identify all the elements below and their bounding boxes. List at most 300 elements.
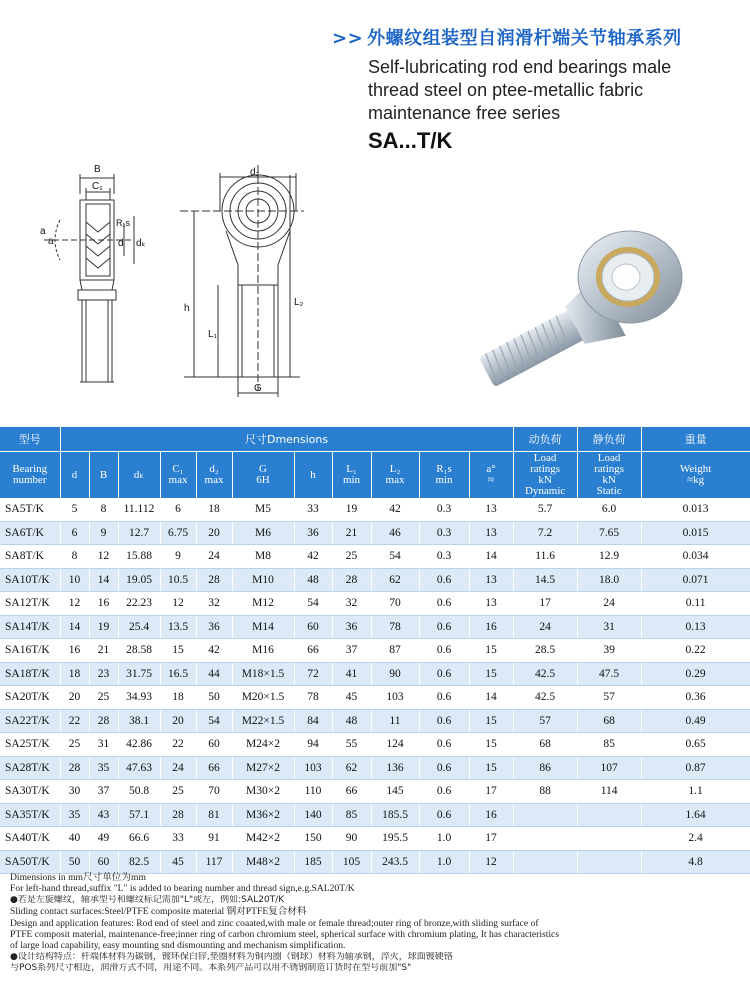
table-cell: 0.015 xyxy=(641,521,750,545)
table-cell: 110 xyxy=(294,780,332,804)
table-cell: 14 xyxy=(89,568,118,592)
table-cell: 32 xyxy=(196,592,232,616)
table-cell: M36×2 xyxy=(232,803,294,827)
table-cell: 6 xyxy=(160,498,196,521)
table-cell: 37 xyxy=(332,639,371,663)
table-cell: 15 xyxy=(469,733,513,757)
table-cell: SA28T/K xyxy=(0,756,60,780)
table-cell: 6.75 xyxy=(160,521,196,545)
table-cell: 0.29 xyxy=(641,662,750,686)
table-cell: 136 xyxy=(371,756,419,780)
table-cell: 16 xyxy=(469,615,513,639)
note-line: ●若是左旋螺纹，轴承型号和螺纹标记需加"L"或左，例如:SAL20T/K xyxy=(10,894,285,905)
header-dimensions: 尺寸Dmensions xyxy=(60,427,513,452)
column-header-line: min xyxy=(342,474,361,486)
table-cell: 66 xyxy=(294,639,332,663)
table-cell: 55 xyxy=(332,733,371,757)
table-cell: 36 xyxy=(294,521,332,545)
table-row xyxy=(0,803,750,827)
table-cell: 5.7 xyxy=(513,498,577,521)
column-header-line: B xyxy=(99,468,108,481)
front-view-drawing xyxy=(180,165,340,405)
column-header-line: Static xyxy=(596,485,622,497)
table-cell: SA14T/K xyxy=(0,615,60,639)
table-cell: 47.5 xyxy=(577,662,641,686)
table-cell: 45 xyxy=(160,850,196,874)
table-cell: 85 xyxy=(577,733,641,757)
table-cell: 16.5 xyxy=(160,662,196,686)
table-cell: 18 xyxy=(196,498,232,521)
table-cell: M20×1.5 xyxy=(232,686,294,710)
table-cell: 195.5 xyxy=(371,827,419,851)
table-cell: 0.6 xyxy=(419,756,469,780)
table-cell: 17 xyxy=(513,592,577,616)
table-cell: 60 xyxy=(196,733,232,757)
table-cell: 31 xyxy=(577,615,641,639)
table-cell: 66 xyxy=(196,756,232,780)
table-row xyxy=(0,592,750,616)
table-cell: 22 xyxy=(160,733,196,757)
header-dynamic-cn: 动负荷 xyxy=(513,427,577,452)
table-cell: M42×2 xyxy=(232,827,294,851)
column-header xyxy=(419,452,469,499)
table-cell: 11 xyxy=(371,709,419,733)
table-cell: M16 xyxy=(232,639,294,663)
table-cell: 16 xyxy=(89,592,118,616)
model-code: SA...T/K xyxy=(368,128,453,153)
table-cell: SA8T/K xyxy=(0,545,60,569)
column-header xyxy=(371,452,419,499)
table-cell: 57 xyxy=(513,709,577,733)
table-cell: 15 xyxy=(469,756,513,780)
table-cell: 2.4 xyxy=(641,827,750,851)
table-cell: 0.87 xyxy=(641,756,750,780)
table-cell: 0.6 xyxy=(419,568,469,592)
table-cell: 0.6 xyxy=(419,733,469,757)
table-cell: 57.1 xyxy=(118,803,160,827)
table-cell: 0.6 xyxy=(419,592,469,616)
table-cell: 19.05 xyxy=(118,568,160,592)
table-row xyxy=(0,568,750,592)
column-header-line: ≈kg xyxy=(687,474,705,486)
table-cell: SA35T/K xyxy=(0,803,60,827)
table-cell: 42.5 xyxy=(513,686,577,710)
table-cell: 4.8 xyxy=(641,850,750,874)
table-cell: M30×2 xyxy=(232,780,294,804)
table-cell: 0.6 xyxy=(419,639,469,663)
table-cell: SA16T/K xyxy=(0,639,60,663)
column-header-line: ≈ xyxy=(488,474,495,486)
table-cell: 10.5 xyxy=(160,568,196,592)
table-cell: 1.1 xyxy=(641,780,750,804)
table-cell: 28 xyxy=(89,709,118,733)
table-cell: 15 xyxy=(469,662,513,686)
table-cell: SA12T/K xyxy=(0,592,60,616)
column-header-line: Dynamic xyxy=(524,485,566,497)
table-cell: 1.64 xyxy=(641,803,750,827)
table-cell: 34.93 xyxy=(118,686,160,710)
column-header-line: R₁s xyxy=(436,463,452,475)
table-cell: 12 xyxy=(160,592,196,616)
column-header-line: Weight xyxy=(679,463,712,475)
table-cell: 87 xyxy=(371,639,419,663)
table-row xyxy=(0,662,750,686)
table-cell: 38.1 xyxy=(118,709,160,733)
table-cell: 21 xyxy=(89,639,118,663)
table-cell: 37 xyxy=(89,780,118,804)
table-cell: SA50T/K xyxy=(0,850,60,874)
table-cell: 13 xyxy=(469,521,513,545)
table-cell: 42 xyxy=(371,498,419,521)
table-cell: 145 xyxy=(371,780,419,804)
chinese-title: >> 外螺纹组装型自润滑杆端关节轴承系列 xyxy=(332,28,682,49)
table-cell: 81 xyxy=(196,803,232,827)
table-cell: 0.3 xyxy=(419,545,469,569)
table-cell: 0.49 xyxy=(641,709,750,733)
table-cell: 66.6 xyxy=(118,827,160,851)
column-header xyxy=(513,452,577,499)
table-cell: 84 xyxy=(294,709,332,733)
table-cell xyxy=(577,827,641,851)
table-cell: 25 xyxy=(89,686,118,710)
table-cell: 15 xyxy=(469,709,513,733)
label-g: G xyxy=(254,383,262,394)
column-header-line: kN xyxy=(602,474,616,486)
table-cell: 6.0 xyxy=(577,498,641,521)
table-cell: 42 xyxy=(294,545,332,569)
table-cell: 42.86 xyxy=(118,733,160,757)
note-line: ●设计结构特点：杆端体材料为碳钢，镀环保白锌,垫圈材料为铜内圈（钢球）材料为轴承钢，淬火，球面镀硬铬 xyxy=(10,951,453,962)
table-cell: 20 xyxy=(196,521,232,545)
table-cell xyxy=(577,850,641,874)
table-cell: 140 xyxy=(294,803,332,827)
table-cell: 54 xyxy=(371,545,419,569)
column-header xyxy=(641,452,750,499)
column-header xyxy=(577,452,641,499)
table-cell: SA18T/K xyxy=(0,662,60,686)
table-cell: 25 xyxy=(332,545,371,569)
table-cell: 24 xyxy=(513,615,577,639)
table-cell: SA20T/K xyxy=(0,686,60,710)
table-cell: 150 xyxy=(294,827,332,851)
label-l1: L₁ xyxy=(208,329,217,340)
label-d2: d₂ xyxy=(250,167,260,178)
table-cell: SA6T/K xyxy=(0,521,60,545)
column-header xyxy=(232,452,294,499)
table-cell: 70 xyxy=(196,780,232,804)
table-cell xyxy=(513,850,577,874)
table-row xyxy=(0,709,750,733)
table-cell: M22×1.5 xyxy=(232,709,294,733)
table-cell: 50.8 xyxy=(118,780,160,804)
table-cell: 33 xyxy=(160,827,196,851)
table-cell: 105 xyxy=(332,850,371,874)
table-cell: 88 xyxy=(513,780,577,804)
side-view-drawing xyxy=(30,160,150,400)
table-cell: 28.58 xyxy=(118,639,160,663)
table-cell xyxy=(577,803,641,827)
table-cell: 6 xyxy=(60,521,89,545)
english-title: Self-lubricating rod end bearings male thread steel on ptee-metallic fabric maintenance free series xyxy=(368,57,672,123)
table-cell: 25 xyxy=(60,733,89,757)
table-cell: 62 xyxy=(332,756,371,780)
column-header-line: L₁ xyxy=(346,463,357,475)
label-d: d xyxy=(118,238,124,249)
table-cell: 47.63 xyxy=(118,756,160,780)
table-cell: SA10T/K xyxy=(0,568,60,592)
table-cell: 25 xyxy=(160,780,196,804)
table-cell: 17 xyxy=(469,780,513,804)
table-cell: 18.0 xyxy=(577,568,641,592)
table-cell: 33 xyxy=(294,498,332,521)
column-header xyxy=(0,452,60,499)
table-cell: 68 xyxy=(513,733,577,757)
table-cell: 28 xyxy=(332,568,371,592)
note-line: Sliding contact surfaces:Steel/PTFE composite material 钢对PTFE复合材料 xyxy=(10,906,307,918)
column-header xyxy=(89,452,118,499)
label-r1s: R₁s xyxy=(116,218,131,228)
table-cell: M24×2 xyxy=(232,733,294,757)
column-header xyxy=(294,452,332,499)
table-cell: 14.5 xyxy=(513,568,577,592)
table-cell: 0.13 xyxy=(641,615,750,639)
column-header xyxy=(469,452,513,499)
table-cell: 0.071 xyxy=(641,568,750,592)
table-cell: 14 xyxy=(469,686,513,710)
table-cell: 39 xyxy=(577,639,641,663)
table-cell: 12 xyxy=(60,592,89,616)
table-cell: 12.7 xyxy=(118,521,160,545)
table-cell: M8 xyxy=(232,545,294,569)
column-header-line: a° xyxy=(486,463,496,475)
column-header-line: 6H xyxy=(256,474,270,486)
note-line: Design and application features: Rod end of steel and zinc coaated,with male or female thread;outer ring of bronze,with sliding surface of xyxy=(10,917,539,929)
table-cell: 78 xyxy=(294,686,332,710)
column-header-line: d xyxy=(71,468,78,481)
table-cell: SA22T/K xyxy=(0,709,60,733)
table-cell: 0.3 xyxy=(419,498,469,521)
table-cell: 14 xyxy=(469,545,513,569)
table-cell: 16 xyxy=(469,803,513,827)
table-row xyxy=(0,639,750,663)
table-cell: 23 xyxy=(89,662,118,686)
table-cell: 68 xyxy=(577,709,641,733)
table-cell: 13 xyxy=(469,592,513,616)
table-cell: M10 xyxy=(232,568,294,592)
table-cell: 12 xyxy=(89,545,118,569)
notes-section xyxy=(10,872,745,975)
column-header xyxy=(118,452,160,499)
table-cell: M27×2 xyxy=(232,756,294,780)
table-row xyxy=(0,780,750,804)
column-header-line: Load xyxy=(597,452,621,464)
table-cell: 124 xyxy=(371,733,419,757)
table-row xyxy=(0,733,750,757)
table-cell: 78 xyxy=(371,615,419,639)
table-cell: 24 xyxy=(577,592,641,616)
column-header-line: min xyxy=(435,474,453,486)
column-header-line: Load xyxy=(533,452,557,464)
table-row xyxy=(0,545,750,569)
table-cell: 16 xyxy=(60,639,89,663)
table-cell: 24 xyxy=(160,756,196,780)
dimensions-table xyxy=(0,427,750,874)
table-cell: 72 xyxy=(294,662,332,686)
table-cell: 44 xyxy=(196,662,232,686)
table-cell: 185.5 xyxy=(371,803,419,827)
table-cell: 28 xyxy=(196,568,232,592)
table-row xyxy=(0,756,750,780)
table-cell: 1.0 xyxy=(419,827,469,851)
table-cell: 82.5 xyxy=(118,850,160,874)
table-cell: 9 xyxy=(89,521,118,545)
column-header-line: G xyxy=(259,463,267,475)
table-cell: 103 xyxy=(371,686,419,710)
table-cell: 13.5 xyxy=(160,615,196,639)
table-cell: 12.9 xyxy=(577,545,641,569)
table-cell: 19 xyxy=(332,498,371,521)
label-l2: L₂ xyxy=(294,297,304,308)
table-cell: M14 xyxy=(232,615,294,639)
table-cell: 8 xyxy=(89,498,118,521)
table-cell: M48×2 xyxy=(232,850,294,874)
table-cell: 85 xyxy=(332,803,371,827)
table-cell: 17 xyxy=(469,827,513,851)
table-cell: 5 xyxy=(60,498,89,521)
column-header xyxy=(160,452,196,499)
table-cell: 15 xyxy=(469,639,513,663)
table-cell: 90 xyxy=(332,827,371,851)
table-cell: 42 xyxy=(196,639,232,663)
table-cell: SA30T/K xyxy=(0,780,60,804)
table-cell: 25.4 xyxy=(118,615,160,639)
table-cell: 36 xyxy=(332,615,371,639)
table-cell xyxy=(513,827,577,851)
table-cell: 7.2 xyxy=(513,521,577,545)
table-cell: 86 xyxy=(513,756,577,780)
table-cell: 12 xyxy=(469,850,513,874)
table-cell: SA5T/K xyxy=(0,498,60,521)
label-h: h xyxy=(184,303,190,314)
header-model-cn: 型号 xyxy=(0,427,60,452)
table-cell: M18×1.5 xyxy=(232,662,294,686)
label-dk: dₖ xyxy=(136,238,146,249)
table-cell: 10 xyxy=(60,568,89,592)
table-cell: 15 xyxy=(160,639,196,663)
column-header xyxy=(60,452,89,499)
note-line: 与POS系列尺寸相近，润滑方式不同，用途不同。本系列产品可以用不锈钢制造订货时在型号前加"S" xyxy=(10,963,412,974)
rod-end-product-image xyxy=(470,225,700,395)
table-cell: 22.23 xyxy=(118,592,160,616)
table-cell: 36 xyxy=(196,615,232,639)
note-line: PTFE composit material, maintenance-free;inner ring of carbon chromium steel, spherical surface with chromium plating, It has characteristics xyxy=(10,929,560,941)
table-cell: 31.75 xyxy=(118,662,160,686)
table-cell: 7.65 xyxy=(577,521,641,545)
table-cell: 28 xyxy=(60,756,89,780)
table-cell: 20 xyxy=(160,709,196,733)
table-cell: 43 xyxy=(89,803,118,827)
header-weight-cn: 重量 xyxy=(641,427,750,452)
table-cell: 91 xyxy=(196,827,232,851)
table-cell: 57 xyxy=(577,686,641,710)
table-cell: M5 xyxy=(232,498,294,521)
note-line: For left-hand thread,suffix "L" is added to bearing number and thread sign,e.g.SAL20T/K xyxy=(10,883,355,895)
table-cell: 31 xyxy=(89,733,118,757)
table-cell: 90 xyxy=(371,662,419,686)
table-row xyxy=(0,615,750,639)
table-cell: 103 xyxy=(294,756,332,780)
column-header-line: L₂ xyxy=(389,463,401,475)
column-header-line: d₂ xyxy=(209,463,219,475)
table-cell: 0.6 xyxy=(419,686,469,710)
table-cell: 19 xyxy=(89,615,118,639)
table-cell: 13 xyxy=(469,568,513,592)
table-cell: 28.5 xyxy=(513,639,577,663)
table-cell: 50 xyxy=(60,850,89,874)
table-row xyxy=(0,521,750,545)
table-cell: 9 xyxy=(160,545,196,569)
table-cell: 30 xyxy=(60,780,89,804)
table-cell: 62 xyxy=(371,568,419,592)
table-cell: 46 xyxy=(371,521,419,545)
table-cell: 41 xyxy=(332,662,371,686)
table-cell: 0.034 xyxy=(641,545,750,569)
table-cell: 0.6 xyxy=(419,615,469,639)
label-b: B xyxy=(94,164,101,175)
column-header xyxy=(332,452,371,499)
table-cell: 24 xyxy=(196,545,232,569)
table-cell: 1.0 xyxy=(419,850,469,874)
label-a1: a xyxy=(40,226,46,237)
table-row xyxy=(0,498,750,521)
table-cell: 11.6 xyxy=(513,545,577,569)
header-static-cn: 静负荷 xyxy=(577,427,641,452)
column-header-line: h xyxy=(310,468,316,481)
table-cell: 0.3 xyxy=(419,521,469,545)
table-cell xyxy=(513,803,577,827)
table-cell: M6 xyxy=(232,521,294,545)
column-header xyxy=(196,452,232,499)
table-cell: 60 xyxy=(89,850,118,874)
table-cell: 0.22 xyxy=(641,639,750,663)
table-cell: 0.013 xyxy=(641,498,750,521)
column-header-line: max xyxy=(385,474,405,486)
table-cell: 15.88 xyxy=(118,545,160,569)
table-cell: 50 xyxy=(196,686,232,710)
table-cell: 42.5 xyxy=(513,662,577,686)
label-c1: C₁ xyxy=(92,181,103,192)
column-header-line: number xyxy=(12,474,47,486)
table-cell: 48 xyxy=(294,568,332,592)
table-cell: 114 xyxy=(577,780,641,804)
table-cell: 22 xyxy=(60,709,89,733)
table-cell: 18 xyxy=(60,662,89,686)
column-header-line: max xyxy=(168,474,188,486)
table-cell: 0.65 xyxy=(641,733,750,757)
table-row xyxy=(0,827,750,851)
table-cell: 40 xyxy=(60,827,89,851)
table-cell: 48 xyxy=(332,709,371,733)
column-header-line: Bearing xyxy=(12,463,48,475)
table-cell: 11.112 xyxy=(118,498,160,521)
table-cell: 18 xyxy=(160,686,196,710)
note-line: Dimensions in mm尺寸单位为mm xyxy=(10,872,146,883)
table-cell: 54 xyxy=(294,592,332,616)
table-cell: 49 xyxy=(89,827,118,851)
table-cell: 60 xyxy=(294,615,332,639)
table-cell: 243.5 xyxy=(371,850,419,874)
column-header-line: C₁ xyxy=(172,463,184,475)
